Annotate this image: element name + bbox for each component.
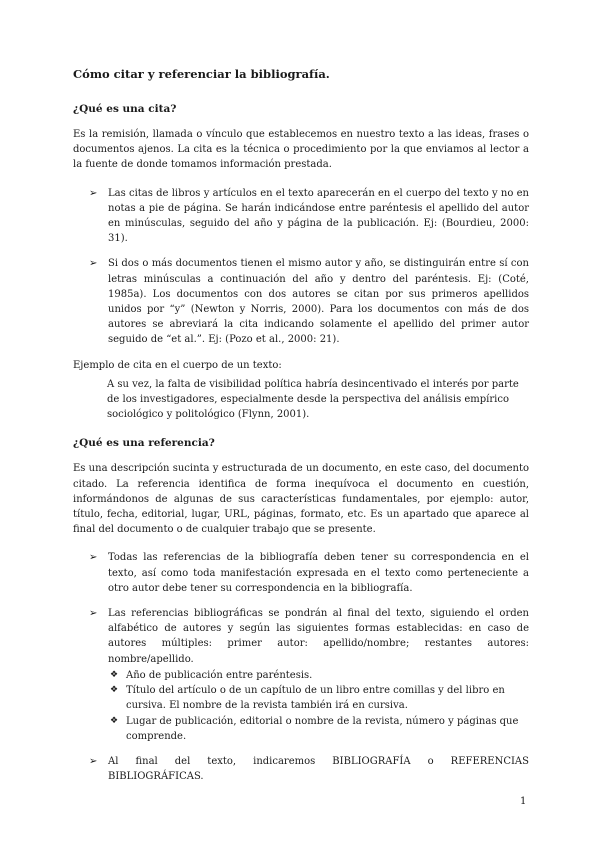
cita-bullet-list [73,186,529,348]
arrow-bullet-icon: ➢ [89,552,98,564]
sub-list-item [108,714,529,744]
page-number: 1 [520,796,527,807]
diamond-bullet-icon: ❖ [110,685,119,696]
heading-que-es-cita: ¿Qué es una cita? [73,103,177,115]
sub-bullet-text: Título del artículo o de un capítulo de un libro entre comillas y del libro en cursiva. El nombre de la revista también irá en cursiva. [126,685,505,712]
referencia-intro-paragraph: Es una descripción sucinta y estructurada de un documento, en este caso, del documento citado. La referencia identifica de forma inequívoca el documento en cuestión, informándonos de algunas de sus características fundamentales, por ejemplo: autor, título, fecha, editorial, lugar, URL, páginas, formato, etc. Es un apartado que aparece al final del documento o de cualquier trabajo que se presente. [73,463,529,536]
cita-intro-paragraph: Es la remisión, llamada o vínculo que establecemos en nuestro texto a las ideas, frases o documentos ajenos. La cita es la técnica o procedimiento por la que enviamos al lector a la fuente de donde tomamos información prestada. [73,129,529,171]
sub-list-item [108,668,529,683]
list-item [73,550,529,596]
arrow-bullet-icon: ➢ [89,608,98,620]
referencia-bullet-text: Todas las referencias de la bibliografía deben tener su correspondencia en el texto, así como toda manifestación expresada en el texto como perteneciente a otro autor debe tener su correspondencia en la bibliografía. [108,552,529,594]
referencia-bullet-text: Al final del texto, indicaremos BIBLIOGRAFÍA o REFERENCIAS BIBLIOGRÁFICAS. [108,755,529,783]
example-label: Ejemplo de cita en el cuerpo de un texto: [73,359,282,371]
referencia-bullet-text: Las referencias bibliográficas se pondrán al final del texto, siguiendo el orden alfabético de autores y según las siguientes formas establecidas: en caso de autores múltiples: primer autor: apellido/nombre; restantes autores: nombre/apellido. [108,608,529,665]
arrow-bullet-icon: ➢ [89,258,98,270]
document-title: Cómo citar y referenciar la bibliografía. [73,67,330,81]
referencia-bullet-list [73,550,529,784]
sub-bullet-list [108,668,529,744]
list-item [73,606,529,744]
example-quote: A su vez, la falta de visibilidad política habría desincentivado el interés por parte de los investigadores, especialmente desde la perspectiva del análisis empírico sociológico y politológico (Flynn, 2001). [107,378,519,421]
diamond-bullet-icon: ❖ [110,715,119,726]
heading-que-es-referencia: ¿Qué es una referencia? [73,437,215,450]
cita-bullet-text: Las citas de libros y artículos en el texto aparecerán en el cuerpo del texto y no en notas a pie de página. Se harán indicándose entre paréntesis el apellido del autor en minúsculas, seguido del año y página de la publicación. Ej: (Bourdieu, 2000: 31). [108,187,529,245]
cita-bullet-text: Si dos o más documentos tienen el mismo autor y año, se distinguirán entre sí con letras minúsculas a continuación del año y dentro del paréntesis. Ej: (Coté, 1985a). Los documentos con dos autores se citan por sus primeros apellidos unidos por “y” (Newton y Norris, 2000). Para los documentos con más de dos autores se abreviará la cita indicando solamente el apellido del primer autor seguido de “et al.”. Ej: (Pozo et al., 2000: 21). [108,258,529,346]
arrow-bullet-icon: ➢ [89,755,98,767]
sub-bullet-text: Año de publicación entre paréntesis. [126,669,313,681]
sub-list-item [108,683,529,713]
list-item [73,256,529,347]
sub-bullet-text: Lugar de publicación, editorial o nombre de la revista, número y páginas que comprende. [126,715,519,742]
arrow-bullet-icon: ➢ [89,187,98,199]
list-item [73,754,529,784]
diamond-bullet-icon: ❖ [110,669,119,680]
list-item [73,186,529,247]
document-page [73,66,529,794]
